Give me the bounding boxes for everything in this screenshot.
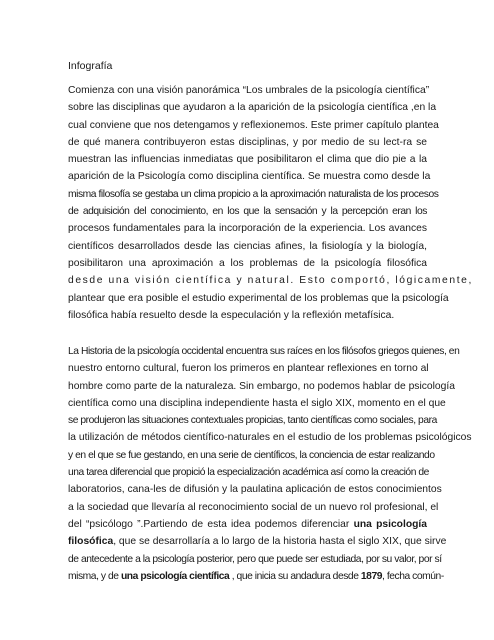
text-line: científicos desarrollados desde las ciencias afines, la fisiología y la biología, [68,240,427,252]
text-line [68,568,444,585]
text-line: de antecedente a la psicología posterior, pero que puede ser estudiada, por su valor, por sí [68,553,442,565]
bold-year: 1879 [360,570,382,582]
text-line: filosófica había resuelto desde la especulación y la reflexión metafísica. [68,309,395,321]
bold-term: una psicología [353,518,428,530]
text-line: laboratorios, cana-les de difusión y la paulatina aplicación de estos conocimientos [68,484,442,496]
document-title: Infografía [68,60,113,72]
bold-term: filosófica [68,536,114,548]
text-run: misma, y de [68,570,121,582]
text-line: a la sociedad que llevaría al reconocimiento social de un nuevo rol profesional, el [68,501,439,513]
text-line: Comienza con una visión panorámica “Los umbrales de la psicología científica” [68,85,430,96]
text-line: de adquisición del conocimiento, en los que la sensación y la percepción eran los [68,206,427,218]
text-line: posibilitaron una aproximación a los problemas de la psicología filosófica [68,257,427,269]
text-run: del “psicólogo ”.Partiendo de esta idea podemos diferenciar [68,518,354,530]
bold-term: una psicología científica [120,570,230,582]
text-line: aparición de la Psicología como disciplina científica. Se muestra como desde la [68,171,431,183]
text-line: científica como una disciplina independiente hasta el siglo XIX, momento en el que [68,397,446,409]
text-line: muestran las influencias inmediatas que posibilitaron el clima que dio pie a la [68,154,427,166]
text-run: , que inicia su andadura desde [229,570,361,582]
text-line: se produjeron las situaciones contextuales propicias, tanto científicas como sociales, para [68,415,437,427]
text-line: La Historia de la psicología occidental encuentra sus raíces en los filósofos griegos quienes, en [68,346,460,357]
text-line: la utilización de métodos científico-naturales en el estudio de los problemas psicológicos [68,432,472,444]
text-line: sobre las disciplinas que ayudaron a la aparición de la psicología científica ,en la [68,102,437,114]
text-line [68,533,447,550]
text-line: plantear que era posible el estudio experimental de los problemas que la psicología [68,292,449,304]
text-line: una tarea diferencial que propició la especialización académica así como la creación de [68,467,429,479]
text-line: procesos fundamentales para la incorporación de la experiencia. Los avances [68,223,427,235]
paragraph-umbrales [68,82,473,324]
text-run: , fecha común- [382,570,444,582]
text-line: nuestro entorno cultural, fueron los primeros en plantear reflexiones en torno al [68,363,429,375]
text-line: desde una visión científica y natural. Esto comportó, lógicamente, [68,275,473,287]
text-line: hombre como parte de la naturaleza. Sin embargo, no podemos hablar de psicología [68,380,455,392]
text-line: de qué manera contribuyeron estas disciplinas, y por medio de su lect-ra se [68,136,427,148]
paragraph-historia [68,343,472,585]
text-run: , que se desarrollaría a lo largo de la historia hasta el siglo XIX, que sirve [113,536,447,548]
text-line: y en el que se fue gestando, en una serie de científicos, la conciencia de estar realizando [68,449,435,461]
text-line: cual conviene que nos detengamos y reflexionemos. Este primer capítulo plantea [68,119,439,131]
text-line [68,516,427,533]
text-line: misma filosofía se gestaba un clima propicio a la aproximación naturalista de los procesos [68,188,439,200]
